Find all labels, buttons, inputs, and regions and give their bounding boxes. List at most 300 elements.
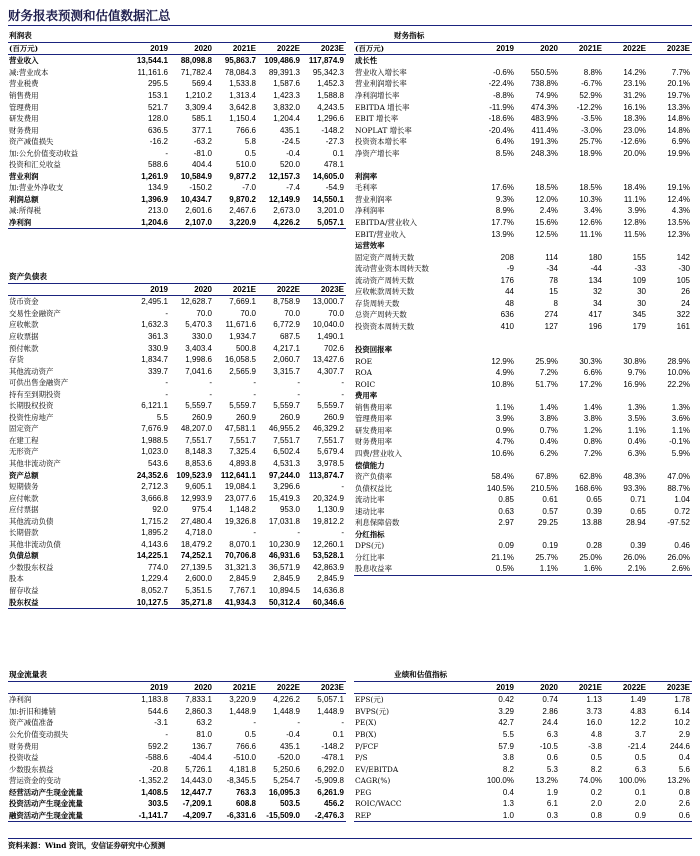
cell-value: 30 <box>637 287 646 297</box>
cell-value: 180 <box>588 252 602 262</box>
cell-value: 1,229.4 <box>141 574 168 584</box>
cell-value: 1.3 <box>502 799 514 809</box>
cell-value: 6.9% <box>671 137 690 147</box>
title-rule <box>8 25 692 26</box>
cell-value: 208 <box>500 252 514 262</box>
table-row <box>8 182 346 194</box>
cell-value: 10,894.5 <box>268 586 300 596</box>
cell-value: 3.29 <box>498 706 514 716</box>
row-label: 留存收益 <box>9 586 39 596</box>
cell-value: 411.4% <box>531 125 558 135</box>
cell-value: 2.97 <box>498 518 514 528</box>
cell-value: 1.6% <box>560 563 604 575</box>
cell-value: 5,470.3 <box>185 320 212 330</box>
cell-value: 9.7% <box>627 368 646 378</box>
cell-value: 2,600.0 <box>185 574 212 584</box>
row-label: REP <box>354 810 472 822</box>
cell-value: 4.83 <box>630 706 646 716</box>
table-row <box>8 717 346 729</box>
cell-value: 1,934.7 <box>229 332 256 341</box>
row-label: 财务费用率 <box>355 437 392 447</box>
table-row <box>354 367 692 379</box>
cell-value: - <box>297 389 300 399</box>
cell-value: 2,601.6 <box>185 206 212 216</box>
table-row <box>8 308 346 320</box>
cell-value: 1.49 <box>630 695 646 705</box>
cell-value: - <box>341 718 344 728</box>
valuation-indicators <box>354 669 692 822</box>
cell-value <box>604 459 648 471</box>
row-label <box>354 159 472 171</box>
cell-value <box>560 332 604 344</box>
cell-value: 4,226.2 <box>273 695 300 705</box>
cell-value: 0.65 <box>586 495 602 505</box>
row-label: EV/EBITDA <box>355 764 399 774</box>
cell-value: 26.0% <box>623 552 646 562</box>
cell-value: 31.2% <box>623 91 646 100</box>
cell-value: 10,230.9 <box>268 539 300 549</box>
row-label: ROA <box>355 368 372 378</box>
row-label: 利润总额 <box>9 194 39 204</box>
cell-value: 410 <box>500 321 514 331</box>
row-label: 公允价值变动损失 <box>9 730 69 739</box>
cell-value: 6,121.1 <box>141 401 168 411</box>
year-header: 2020 <box>170 42 214 55</box>
cell-value: 30.8% <box>623 356 646 366</box>
cell-value: 1,204.4 <box>273 114 300 124</box>
cell-value: 1,587.6 <box>273 79 300 89</box>
cell-value: -588.6 <box>145 753 168 763</box>
row-label: 加:折旧和摊销 <box>9 706 56 716</box>
cell-value: 0.4 <box>502 787 514 797</box>
cell-value: 93.3% <box>623 483 646 493</box>
cell-value: 0.5 <box>634 753 646 763</box>
cell-value: 2.86 <box>542 706 558 716</box>
cell-value: 70.0 <box>196 308 212 318</box>
cell-value: 10.8% <box>491 379 514 389</box>
cell-value: 3,296.6 <box>273 482 300 492</box>
cell-value: 24.4 <box>542 718 558 728</box>
cell-value <box>516 459 560 471</box>
cell-value: 7,676.9 <box>141 424 168 434</box>
row-label: 财务费用 <box>9 125 39 135</box>
cell-value: 2.0 <box>634 799 646 809</box>
row-label: 成长性 <box>355 56 378 66</box>
cell-value: -12.6% <box>620 137 646 147</box>
row-label: 在建工程 <box>9 435 39 445</box>
cell-value: 377.1 <box>191 125 212 135</box>
cell-value: -3.1 <box>154 718 168 728</box>
cell-value: 81.0 <box>196 730 212 739</box>
table-row <box>8 296 346 308</box>
cell-value: 702.6 <box>323 343 344 353</box>
cell-value: 2,845.9 <box>317 574 344 584</box>
row-label: 资产减值准备 <box>9 718 54 728</box>
row-label: 资产总额 <box>9 470 39 480</box>
table-row <box>354 763 692 775</box>
cell-value: 1.13 <box>586 695 602 705</box>
cell-value: 0.8% <box>583 437 602 447</box>
cell-value <box>560 390 604 402</box>
cell-value: 1,148.2 <box>229 505 256 515</box>
cell-value: 35,271.8 <box>170 596 214 608</box>
table-row <box>354 332 692 344</box>
cell-value: 404.4 <box>191 160 212 170</box>
cell-value <box>516 159 560 171</box>
cell-value: 636 <box>500 310 514 320</box>
cell-value: -520.0 <box>277 753 300 763</box>
cell-value: 1,313.4 <box>229 91 256 100</box>
cell-value: 3.6% <box>671 414 690 424</box>
row-label: CAGR(%) <box>355 776 391 786</box>
cell-value: 53,528.1 <box>312 551 344 561</box>
cell-value: 975.4 <box>191 505 212 515</box>
cell-value: - <box>297 378 300 388</box>
cell-value <box>516 55 560 67</box>
cell-value: 213.0 <box>147 206 168 216</box>
cell-value: 46,931.6 <box>268 551 300 561</box>
cell-value: 2,107.0 <box>170 217 214 229</box>
cell-value: 8,148.3 <box>185 447 212 457</box>
cell-value: 14,443.0 <box>180 776 212 786</box>
year-header: 2023E <box>302 283 346 296</box>
cell-value: 0.8 <box>678 787 690 797</box>
cell-value: 12.6% <box>579 218 602 228</box>
cell-value: 1,998.6 <box>185 355 212 365</box>
table-row <box>8 763 346 775</box>
table-row <box>354 740 692 752</box>
year-header: 2022E <box>604 42 648 55</box>
cell-value: 1,210.2 <box>185 91 212 100</box>
cell-value: 569.4 <box>191 79 212 89</box>
cell-value: 10.6% <box>491 448 514 458</box>
row-label: 长期股权投资 <box>9 401 54 411</box>
cell-value: 5.3 <box>546 764 558 774</box>
cell-value: 0.09 <box>498 541 514 551</box>
row-label: 营业收入增长率 <box>355 67 407 77</box>
table-row <box>8 194 346 206</box>
cell-value <box>648 171 692 183</box>
cell-value: 1.4% <box>583 402 602 412</box>
row-label: NOPLAT 增长率 <box>355 125 412 135</box>
cell-value: 5,726.1 <box>185 764 212 774</box>
cell-value: 1,448.9 <box>273 706 300 716</box>
year-header: 2020 <box>516 681 560 694</box>
cell-value: 1.1% <box>671 425 690 435</box>
cell-value: - <box>253 528 256 538</box>
year-header: 2023E <box>302 681 346 694</box>
year-header: 2022E <box>604 681 648 694</box>
row-label: 应收帐款周转天数 <box>355 287 415 297</box>
cell-value: 14.2% <box>623 67 646 77</box>
cell-value: 5,250.6 <box>273 764 300 774</box>
cell-value <box>472 390 516 402</box>
cell-value: 17.6% <box>491 183 514 193</box>
cell-value: -20.4% <box>488 125 514 135</box>
cell-value: 0.3 <box>516 810 560 822</box>
cell-value: 30 <box>637 298 646 308</box>
cell-value: 435.1 <box>279 741 300 751</box>
table-row <box>8 55 346 67</box>
row-label: 销售费用 <box>9 91 39 100</box>
cell-value: 1,423.3 <box>273 91 300 100</box>
cell-value: 543.6 <box>147 459 168 469</box>
cell-value: 19.1% <box>667 183 690 193</box>
row-label: PE(X) <box>355 718 377 728</box>
cell-value: 0.8 <box>560 810 604 822</box>
table-row <box>354 378 692 390</box>
cell-value: 74.9% <box>535 91 558 100</box>
cell-value: 50,312.4 <box>258 596 302 608</box>
cell-value: 89,391.3 <box>268 67 300 77</box>
row-label: 应付帐款 <box>9 493 39 503</box>
cell-value: 10,434.7 <box>180 194 212 204</box>
cell-value: 67.8% <box>535 472 558 482</box>
cell-value: - <box>165 730 168 739</box>
cell-value: 4,531.3 <box>273 459 300 469</box>
cell-value: 8 <box>553 298 558 308</box>
table-row <box>354 517 692 529</box>
cell-value: 588.6 <box>147 160 168 170</box>
table-row <box>354 228 692 240</box>
cell-value: 12,149.9 <box>268 194 300 204</box>
row-label: 总资产周转天数 <box>355 310 407 320</box>
row-label: 四费/营业收入 <box>355 448 402 458</box>
cell-value: 763.3 <box>235 787 256 797</box>
cell-value: 19.7% <box>667 91 690 100</box>
table-row <box>354 194 692 206</box>
cell-value: -6.7% <box>581 79 602 89</box>
cell-value: 260.9 <box>323 412 344 422</box>
cell-value: 42,863.9 <box>312 562 344 572</box>
year-header: 2023E <box>648 681 692 694</box>
cell-value: -3.0% <box>581 125 602 135</box>
cell-value: 29.25 <box>537 518 558 528</box>
cell-value: 9.3% <box>495 194 514 204</box>
table-row <box>8 147 346 159</box>
cell-value: 16.0 <box>586 718 602 728</box>
table-row <box>8 365 346 377</box>
cell-value: 6,261.9 <box>317 787 344 797</box>
row-label: 其他流动资产 <box>9 366 54 376</box>
table-row <box>8 596 346 608</box>
row-label: 无形资产 <box>9 447 39 457</box>
cell-value: -21.4 <box>627 741 646 751</box>
cell-value: 6.6% <box>583 368 602 378</box>
cell-value: 23,077.6 <box>224 493 256 503</box>
cell-value: 78 <box>549 275 558 285</box>
cell-value: 2.1% <box>604 563 648 575</box>
row-label: 其他流动负债 <box>9 516 54 526</box>
cell-value: 155 <box>632 252 646 262</box>
table-row <box>8 810 346 822</box>
cell-value: 3.8% <box>539 414 558 424</box>
cell-value: 1.0 <box>472 810 516 822</box>
cell-value: 22.2% <box>667 379 690 389</box>
table-row <box>354 798 692 810</box>
cell-value: 26.0% <box>667 552 690 562</box>
cell-value: 12,628.7 <box>180 297 212 307</box>
table-row <box>8 78 346 90</box>
cell-value: 1,895.2 <box>141 528 168 538</box>
cell-value: 25.7% <box>579 137 602 147</box>
cell-value <box>516 332 560 344</box>
cell-value: 322 <box>676 310 690 320</box>
table-row <box>354 482 692 494</box>
cell-value: 11.1% <box>579 229 602 239</box>
table-row <box>354 540 692 552</box>
cell-value: 1,988.5 <box>141 435 168 445</box>
row-label: 固定资产周转天数 <box>355 252 415 262</box>
cell-value: -9 <box>506 264 514 274</box>
cell-value: 18,479.2 <box>180 539 212 549</box>
table-row <box>8 706 346 718</box>
cell-value: -97.52 <box>667 518 690 528</box>
row-label: 固定资产 <box>9 424 39 434</box>
cell-value: 260.9 <box>235 412 256 422</box>
cell-value: 361.3 <box>147 332 168 341</box>
cell-value: 0.74 <box>542 695 558 705</box>
cell-value: 1,150.4 <box>229 114 256 124</box>
cell-value: 7,325.4 <box>229 447 256 457</box>
cell-value: 510.0 <box>235 160 256 170</box>
cell-value: 435.1 <box>279 125 300 135</box>
cell-value: 34 <box>593 298 602 308</box>
cell-value: -12.2% <box>576 102 602 112</box>
table-row <box>354 355 692 367</box>
balance-title: 资产负债表 <box>8 271 346 283</box>
cell-value: -7,209.1 <box>182 799 212 809</box>
section-row <box>354 529 692 541</box>
cell-value: 11.5% <box>623 229 646 239</box>
row-label: 营运资金的变动 <box>9 776 61 786</box>
cell-value <box>648 159 692 171</box>
row-label: 可供出售金融资产 <box>9 378 69 388</box>
cell-value <box>472 529 516 541</box>
cell-value: -4,209.7 <box>170 810 214 822</box>
year-header: 2022E <box>258 42 302 55</box>
cell-value: 28.9% <box>667 356 690 366</box>
cell-value: 8.8% <box>583 67 602 77</box>
row-label: 净利润 <box>8 217 126 229</box>
row-label: EBIT/营业收入 <box>355 229 406 239</box>
cell-value: 176 <box>500 275 514 285</box>
cell-value: 27,480.4 <box>180 516 212 526</box>
cell-value <box>472 240 516 252</box>
table-row <box>354 90 692 102</box>
cell-value: 4.8 <box>590 730 602 739</box>
cell-value: 0.1 <box>332 148 344 158</box>
year-header: 2022E <box>258 283 302 296</box>
cell-value: 0.39 <box>630 541 646 551</box>
cell-value: 3,220.9 <box>229 695 256 705</box>
cell-value: 16,058.5 <box>224 355 256 365</box>
cell-value: 0.9 <box>604 810 648 822</box>
cell-value: 74.0% <box>579 776 602 786</box>
cell-value: 9,877.2 <box>229 171 256 181</box>
cell-value: 2,495.1 <box>141 297 168 307</box>
cell-value: 1,296.6 <box>317 114 344 124</box>
cell-value: 3.8 <box>502 753 514 763</box>
cell-value: 4,217.1 <box>273 343 300 353</box>
table-row <box>8 217 346 229</box>
cell-value <box>472 459 516 471</box>
cell-value <box>604 529 648 541</box>
cell-value: - <box>209 389 212 399</box>
table-row <box>8 412 346 424</box>
row-label: 营业利润率 <box>355 194 392 204</box>
balance-sheet <box>8 271 346 609</box>
cell-value: 0.6 <box>648 810 692 822</box>
cell-value: 13,427.6 <box>312 355 344 365</box>
cell-value <box>472 159 516 171</box>
cell-value: 44 <box>505 287 514 297</box>
cell-value: -34 <box>546 264 558 274</box>
cell-value: 0.9% <box>495 425 514 435</box>
table-row <box>354 251 692 263</box>
table-row <box>8 342 346 354</box>
cell-value: 3,642.8 <box>229 102 256 112</box>
cell-value: 78,084.3 <box>224 67 256 77</box>
table-row <box>8 124 346 136</box>
row-label: 分红指标 <box>355 529 385 539</box>
row-label: 长期借款 <box>9 528 39 538</box>
cell-value: 953.0 <box>279 505 300 515</box>
cell-value: 5.9% <box>671 448 690 458</box>
cell-value: 62.8% <box>579 472 602 482</box>
cell-value: - <box>341 389 344 399</box>
section-row <box>354 459 692 471</box>
year-header: 2019 <box>126 283 170 296</box>
cell-value <box>560 171 604 183</box>
year-header: 2019 <box>126 42 170 55</box>
cell-value: 4.9% <box>495 368 514 378</box>
cell-value: 17.7% <box>491 218 514 228</box>
cell-value: 0.4% <box>539 437 558 447</box>
cell-value <box>516 344 560 356</box>
table-row <box>354 217 692 229</box>
cell-value: 330.9 <box>147 343 168 353</box>
table-row <box>8 585 346 597</box>
cell-value: 500.8 <box>235 343 256 353</box>
footnote: 资料来源：Wind 资讯，安信证券研究中心预测 <box>8 841 166 850</box>
cell-value: 18.9% <box>579 148 602 158</box>
cell-value: 2,845.9 <box>229 574 256 584</box>
cell-value: -63.2 <box>193 137 212 147</box>
table-row <box>8 458 346 470</box>
cell-value: -10.5 <box>539 741 558 751</box>
cell-value: 18.4% <box>623 183 646 193</box>
row-label: 速动比率 <box>355 506 385 516</box>
cell-value: 5.8 <box>244 137 256 147</box>
cell-value: 244.6 <box>669 741 690 751</box>
cell-value: -7.4 <box>286 183 300 193</box>
table-row <box>8 775 346 787</box>
row-label: 流动营业资本周转天数 <box>355 264 429 274</box>
table-row <box>354 775 692 787</box>
row-label: 其他非流动资产 <box>9 459 61 469</box>
row-label: 管理费用 <box>9 102 39 112</box>
cell-value <box>648 459 692 471</box>
cell-value: 19,812.2 <box>312 516 344 526</box>
cell-value: 295.5 <box>147 79 168 89</box>
table-row <box>8 740 346 752</box>
cell-value: 24 <box>681 298 690 308</box>
cell-value: 88.7% <box>667 483 690 493</box>
cell-value: 2,467.6 <box>229 206 256 216</box>
cell-value: -33 <box>634 264 646 274</box>
cell-value: 3,403.4 <box>185 343 212 353</box>
